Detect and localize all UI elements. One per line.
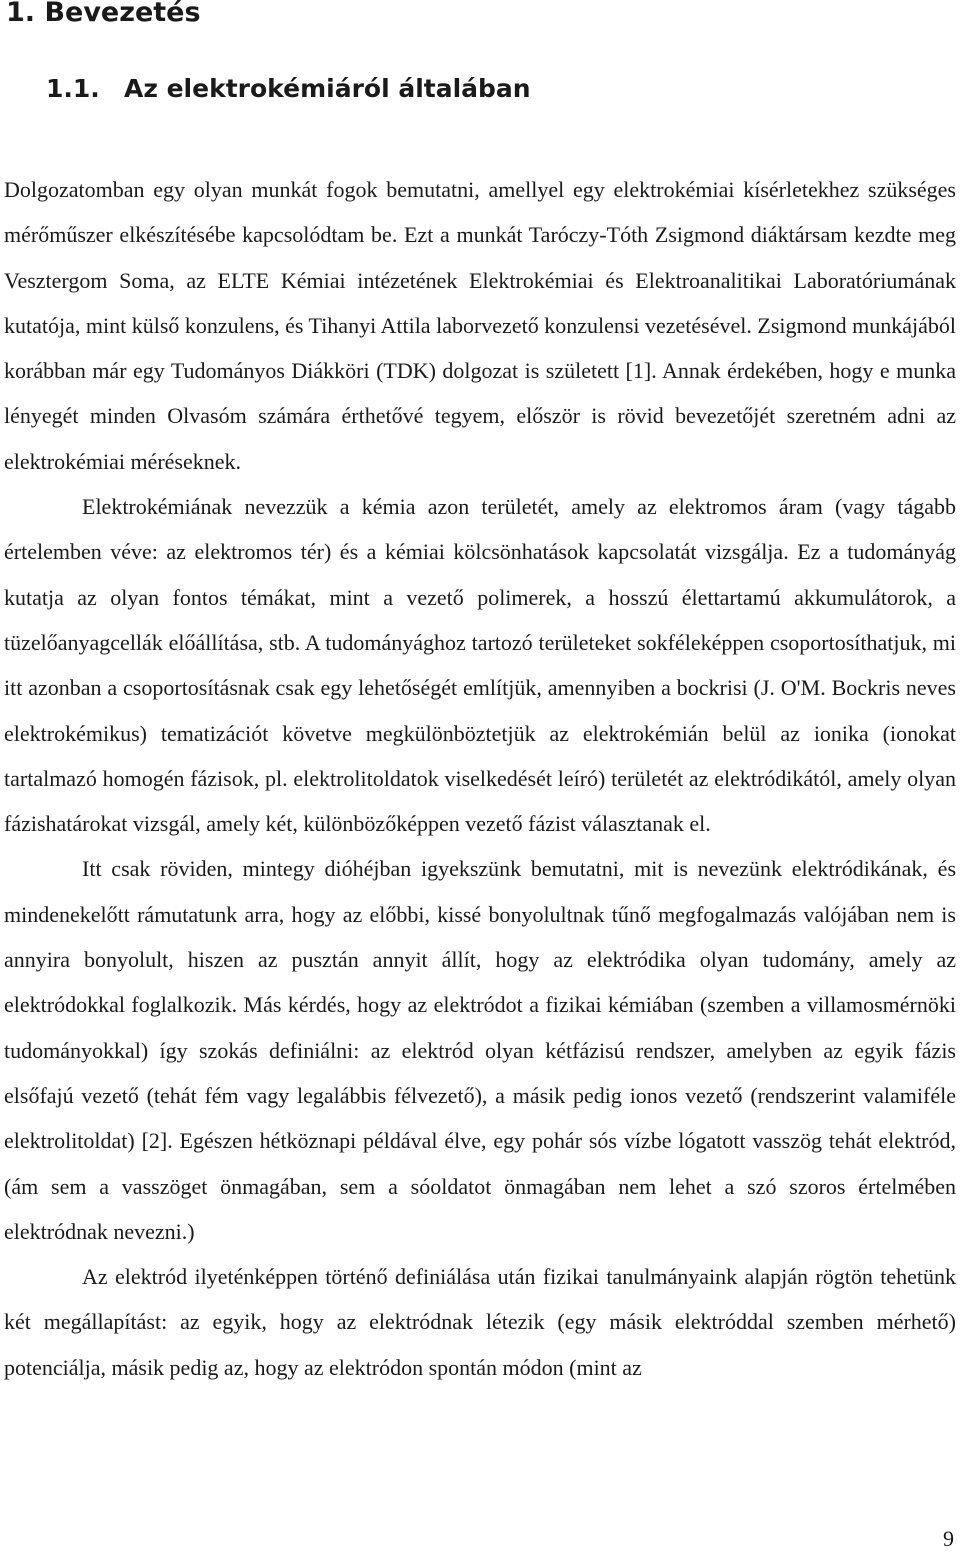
section-title: Az elektrokémiáról általában (124, 74, 531, 103)
chapter-heading: 1. Bevezetés (6, 0, 201, 28)
section-heading (46, 72, 531, 106)
body-text (4, 167, 956, 1390)
paragraph-4: Az elektród ilyeténképpen történő definiálása után fizikai tanulmányaink alapján rögtön tehetünk két megállapítást: az egyik, hogy az elektródnak létezik (egy másik elektróddal szemben mérhető) potenciálja, másik pedig az, hogy az elektródon spontán módon (mint az (4, 1264, 956, 1380)
section-number: 1.1. (46, 74, 100, 103)
page-number: 9 (943, 1526, 954, 1551)
paragraph-2: Elektrokémiának nevezzük a kémia azon területét, amely az elektromos áram (vagy tágabb értelemben véve: az elektromos tér) és a kémiai kölcsönhatások kapcsolatát vizsgálja. Ez a tudományág kutatja az olyan fontos témákat, mint a vezető polimerek, a hosszú élettartamú akkumulátorok, a tüzelőanyagcellák előállítása, stb. A tudományághoz tartozó területeket sokféleképpen csoportosíthatjuk, mi itt azonban a csoportosításnak csak egy lehetőségét említjük, amennyiben a bockrisi (J. O'M. Bockris neves elektrokémikus) tematizációt követve megkülönböztetjük az elektrokémián belül az ionika (ionokat tartalmazó homogén fázisok, pl. elektrolitoldatok viselkedését leíró) területét az elektródikától, amely olyan fázishatárokat vizsgál, amely két, különbözőképpen vezető fázist választanak el. (4, 494, 956, 837)
paragraph-1: Dolgozatomban egy olyan munkát fogok bemutatni, amellyel egy elektrokémiai kísérletekhez szükséges mérőműszer elkészítésébe kapcsolódtam be. Ezt a munkát Taróczy-Tóth Zsigmond diáktársam kezdte meg Vesztergom Soma, az ELTE Kémiai intézetének Elektrokémiai és Elektroanalitikai Laboratóriumának kutatója, mint külső konzulens, és Tihanyi Attila laborvezető konzulensi vezetésével. Zsigmond munkájából korábban már egy Tudományos Diákköri (TDK) dolgozat is született [1]. Annak érdekében, hogy e munka lényegét minden Olvasóm számára érthetővé tegyem, először is rövid bevezetőjét szeretném adni az elektrokémiai méréseknek. (4, 177, 956, 474)
paragraph-3: Itt csak röviden, mintegy dióhéjban igyekszünk bemutatni, mit is nevezünk elektródikának, és mindenekelőtt rámutatunk arra, hogy az előbbi, kissé bonyolultnak tűnő megfogalmazás valójában nem is annyira bonyolult, hiszen az pusztán annyit állít, hogy az elektródika olyan tudomány, amely az elektródokkal foglalkozik. Más kérdés, hogy az elektródot a fizikai kémiában (szemben a villamosmérnöki tudományokkal) így szokás definiálni: az elektród olyan kétfázisú rendszer, amelyben az egyik fázis elsőfajú vezető (tehát fém vagy legalábbis félvezető), a másik pedig ionos vezető (rendszerint valamiféle elektrolitoldat) [2]. Egészen hétköznapi példával élve, egy pohár sós vízbe lógatott vasszög tehát elektród, (ám sem a vasszöget önmagában, sem a sóoldatot önmagában nem lehet a szó szoros értelmében elektródnak nevezni.) (4, 856, 956, 1244)
